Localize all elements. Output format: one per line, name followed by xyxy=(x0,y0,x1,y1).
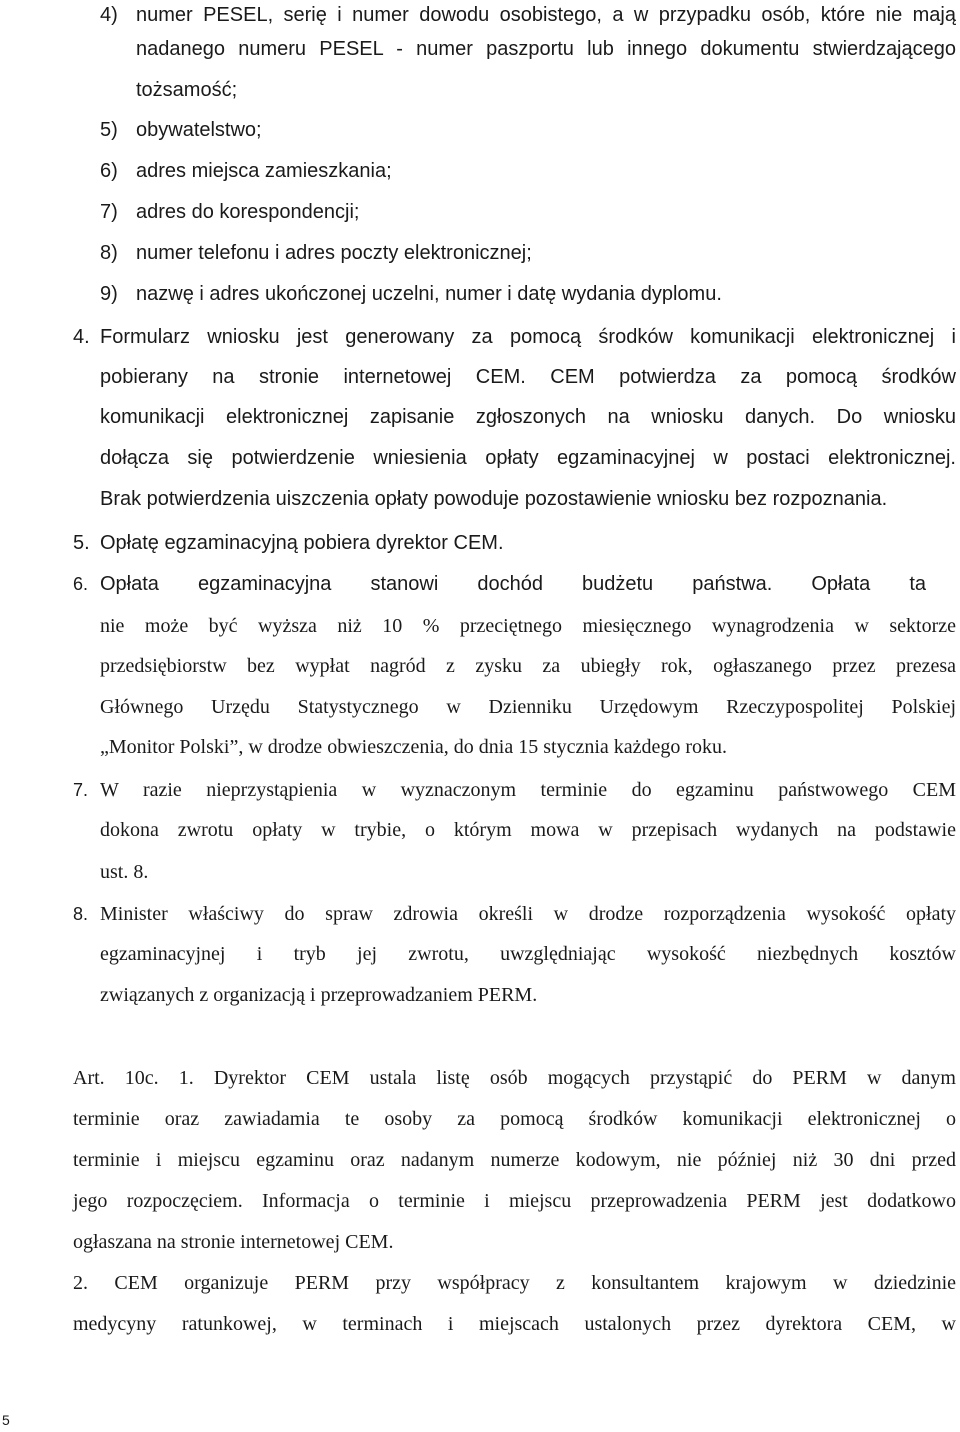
paragraph-number: 7. xyxy=(73,780,89,800)
paragraph-line: komunikacji elektronicznej zapisanie zgłoszonych na wniosku danych. Do wniosku xyxy=(100,406,956,428)
list-item-line: adres miejsca zamieszkania; xyxy=(136,160,392,182)
article-line: terminie i miejscu egzaminu oraz nadanym numerze kodowym, nie później niż 30 dni przed xyxy=(73,1149,956,1171)
paragraph-line: dołącza się potwierdzenie wniesienia opłaty egzaminacyjnej w postaci elektronicznej. xyxy=(100,447,956,469)
paragraph-line: Głównego Urzędu Statystycznego w Dzienniku Urzędowym Rzeczypospolitej Polskiej xyxy=(100,696,956,718)
article-line: jego rozpoczęciem. Informacja o terminie i miejscu przeprowadzenia PERM jest dodatkowo xyxy=(73,1190,956,1212)
article-line: terminie oraz zawiadamia te osoby za pomocą środków komunikacji elektronicznej o xyxy=(73,1108,956,1130)
list-item-number: 4) xyxy=(100,4,118,26)
paragraph-line: ust. 8. xyxy=(100,861,149,883)
paragraph-line: związanych z organizacją i przeprowadzaniem PERM. xyxy=(100,984,538,1006)
article-line: ogłaszana na stronie internetowej CEM. xyxy=(73,1231,394,1253)
paragraph-line: dokona zwrotu opłaty w trybie, o którym mowa w przepisach wydanych na podstawie xyxy=(100,819,956,841)
article-line: 2. CEM organizuje PERM przy współpracy z konsultantem krajowym w dziedzinie xyxy=(73,1272,956,1294)
paragraph-line: Brak potwierdzenia uiszczenia opłaty powoduje pozostawienie wniosku bez rozpoznania. xyxy=(100,488,888,510)
paragraph-line: nie może być wyższa niż 10 % przeciętnego miesięcznego wynagrodzenia w sektorze xyxy=(100,615,956,637)
paragraph-line: przedsiębiorstw bez wypłat nagród z zysku za ubiegły rok, ogłaszanego przez prezesa xyxy=(100,655,956,677)
paragraph-line: Opłata egzaminacyjna stanowi dochód budżetu państwa. Opłata ta xyxy=(100,573,926,595)
paragraph-number: 8. xyxy=(73,904,89,924)
list-item-line: obywatelstwo; xyxy=(136,119,262,141)
paragraph-line: W razie nieprzystąpienia w wyznaczonym terminie do egzaminu państwowego CEM xyxy=(100,779,956,801)
list-item-number: 9) xyxy=(100,283,118,305)
paragraph-number: 4. xyxy=(73,326,90,348)
list-item-line: nadanego numeru PESEL - numer paszportu lub innego dokumentu stwierdzającego xyxy=(136,38,956,60)
article-line: Art. 10c. 1. Dyrektor CEM ustala listę osób mogących przystąpić do PERM w danym xyxy=(73,1067,956,1089)
list-item-line: adres do korespondencji; xyxy=(136,201,360,223)
page-number: 5 xyxy=(2,1412,10,1428)
list-item-line: numer telefonu i adres poczty elektronicznej; xyxy=(136,242,532,264)
paragraph-number: 6. xyxy=(73,574,89,594)
list-item-number: 6) xyxy=(100,160,118,182)
paragraph-number: 5. xyxy=(73,532,90,554)
article-line: medycyny ratunkowej, w terminach i miejscach ustalonych przez dyrektora CEM, w xyxy=(73,1313,956,1335)
paragraph-line: egzaminacyjnej i tryb jej zwrotu, uwzględniając wysokość niezbędnych kosztów xyxy=(100,943,956,965)
list-item-line: nazwę i adres ukończonej uczelni, numer i datę wydania dyplomu. xyxy=(136,283,722,305)
list-item-number: 7) xyxy=(100,201,118,223)
paragraph-line: Formularz wniosku jest generowany za pomocą środków komunikacji elektronicznej i xyxy=(100,326,956,348)
paragraph-line: „Monitor Polski”, w drodze obwieszczenia, do dnia 15 stycznia każdego roku. xyxy=(100,736,728,758)
paragraph-line: Minister właściwy do spraw zdrowia określi w drodze rozporządzenia wysokość opłaty xyxy=(100,903,956,925)
list-item-number: 8) xyxy=(100,242,118,264)
list-item-line: numer PESEL, serię i numer dowodu osobistego, a w przypadku osób, które nie mają xyxy=(136,4,956,26)
list-item-number: 5) xyxy=(100,119,118,141)
paragraph-line: pobierany na stronie internetowej CEM. CEM potwierdza za pomocą środków xyxy=(100,366,956,388)
list-item-line: tożsamość; xyxy=(136,79,238,101)
paragraph-line: Opłatę egzaminacyjną pobiera dyrektor CEM. xyxy=(100,532,504,554)
